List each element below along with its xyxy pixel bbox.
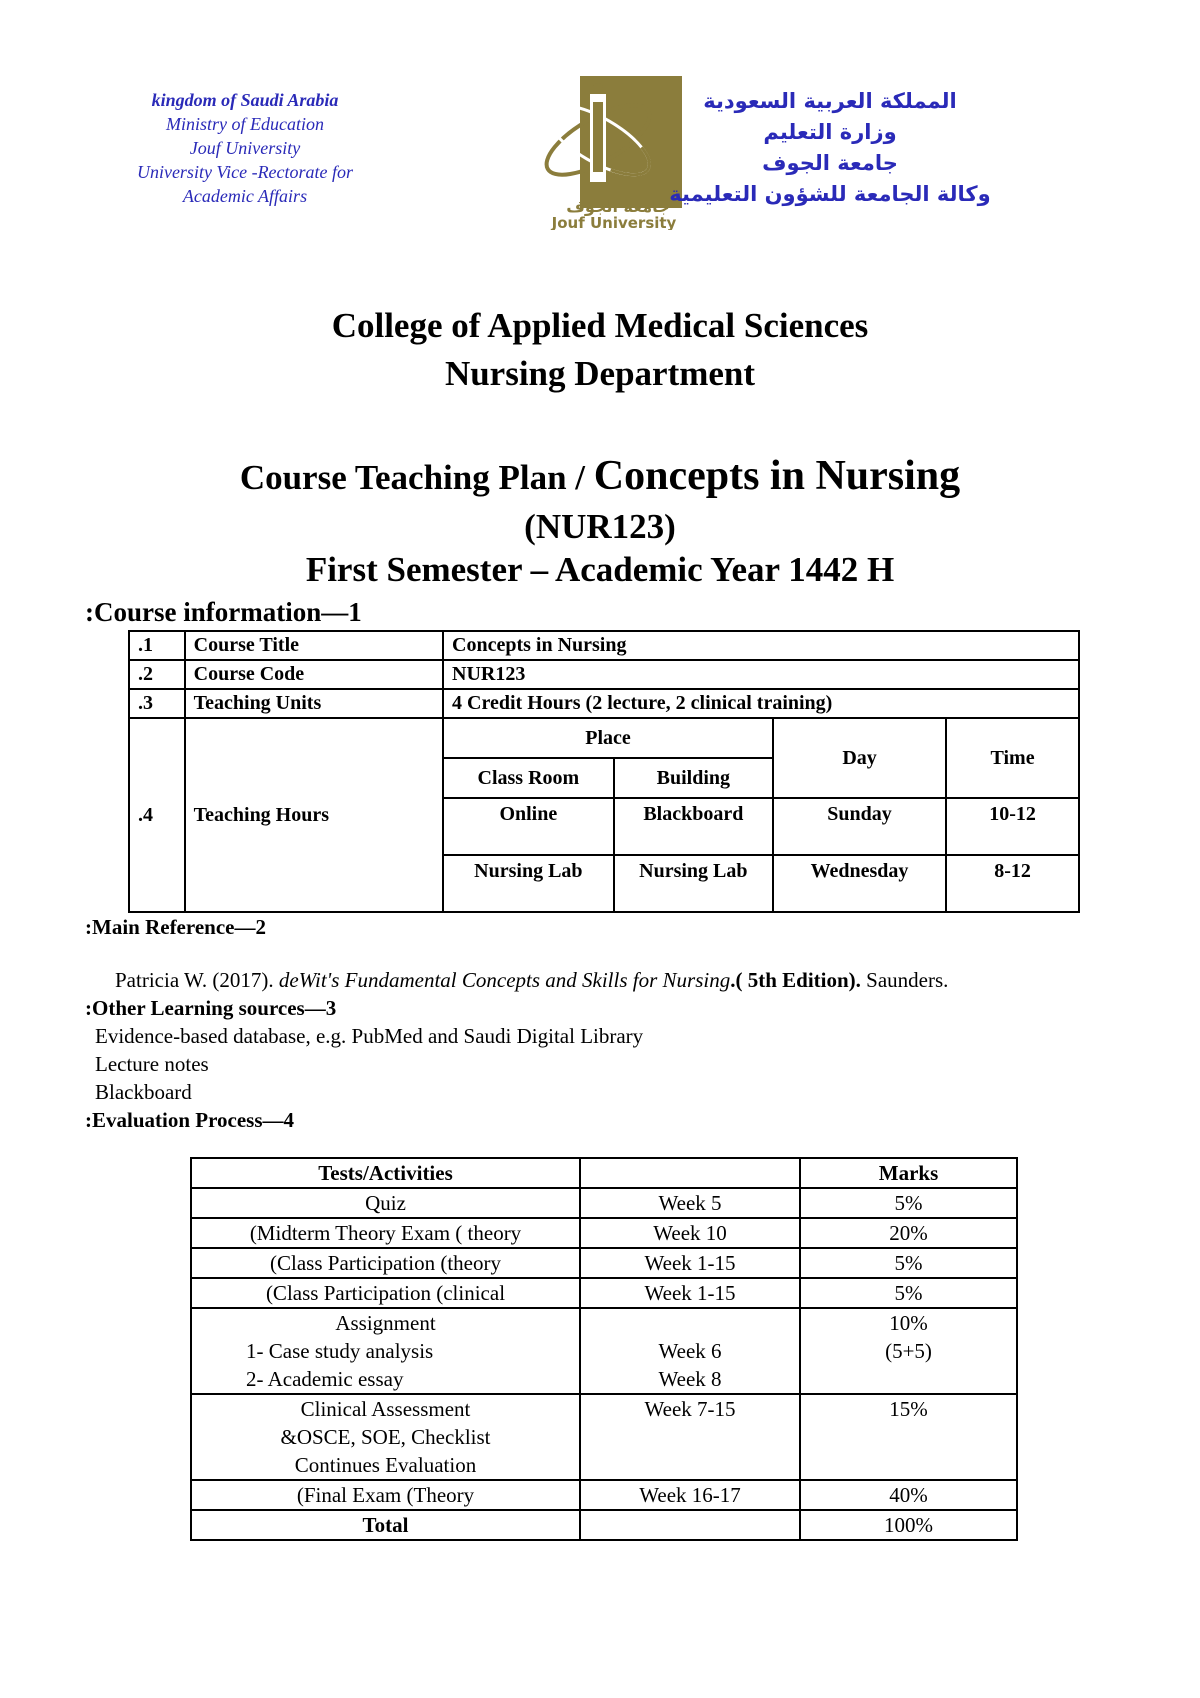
row-value: Concepts in Nursing <box>443 631 1079 660</box>
table-row <box>129 689 1079 718</box>
header-en-line: Ministry of Education <box>166 114 324 134</box>
week-cell: Week 7-15 <box>580 1394 800 1480</box>
section-course-info: :Course information—1 <box>85 597 362 627</box>
day-header: Day <box>773 718 946 798</box>
building-header: Building <box>614 758 773 798</box>
session-day: Wednesday <box>773 855 946 912</box>
list-item: Blackboard <box>95 1080 192 1104</box>
week-cell <box>580 1308 800 1394</box>
row-number: .3 <box>129 689 185 718</box>
course-code-title: (NUR123) <box>524 507 676 546</box>
row-label: Teaching Units <box>185 689 443 718</box>
assignment-label: Assignment <box>335 1311 436 1335</box>
marks-cell: 5% <box>800 1278 1017 1308</box>
session-time: 8-12 <box>946 855 1079 912</box>
reference-publisher: Saunders. <box>860 968 949 992</box>
session-room: Nursing Lab <box>443 855 614 912</box>
section-other-sources: :Other Learning sources—3 <box>85 996 337 1020</box>
week-cell <box>580 1510 800 1540</box>
clinical-line: Clinical Assessment <box>300 1397 471 1421</box>
row-label: Course Title <box>185 631 443 660</box>
course-info-table <box>128 630 1080 913</box>
logo-arabic-text: جامعة الجوف <box>566 197 670 216</box>
total-marks: 100% <box>800 1510 1017 1540</box>
table-row <box>191 1480 1017 1510</box>
reference-edition: .( 5th Edition). <box>730 968 861 992</box>
table-row <box>191 1218 1017 1248</box>
row-label: Course Code <box>185 660 443 689</box>
row-number: .4 <box>129 718 185 912</box>
row-label: Teaching Hours <box>185 718 443 912</box>
table-row <box>191 1308 1017 1394</box>
column-header: Tests/Activities <box>191 1158 580 1188</box>
activity-cell: (Class Participation (theory <box>191 1248 580 1278</box>
assignment-item: 2- Academic essay <box>246 1367 404 1391</box>
marks-cell: 20% <box>800 1218 1017 1248</box>
header-ar-line: وزارة التعليم <box>763 120 897 144</box>
assignment-week: Week 8 <box>658 1367 722 1391</box>
reference-title: deWit's Fundamental Concepts and Skills for Nursing <box>278 968 731 992</box>
header-en-line: Academic Affairs <box>182 186 308 206</box>
course-name: Concepts in Nursing <box>593 453 961 499</box>
logo-english-text: Jouf University <box>551 214 677 230</box>
table-row <box>191 1248 1017 1278</box>
total-label: Total <box>191 1510 580 1540</box>
table-total-row <box>191 1510 1017 1540</box>
department-title: Nursing Department <box>444 354 756 393</box>
week-cell: Week 16-17 <box>580 1480 800 1510</box>
table-row <box>191 1188 1017 1218</box>
header-arabic <box>640 86 1020 210</box>
table-row <box>129 718 1079 758</box>
row-number: .1 <box>129 631 185 660</box>
table-header-row <box>191 1158 1017 1188</box>
session-building: Nursing Lab <box>614 855 773 912</box>
marks-cell <box>800 1308 1017 1394</box>
session-room: Online <box>443 798 614 855</box>
college-title: College of Applied Medical Sciences <box>331 306 869 345</box>
place-header: Place <box>443 718 773 758</box>
header-en-line: kingdom of Saudi Arabia <box>151 90 339 110</box>
activity-cell: (Class Participation (clinical <box>191 1278 580 1308</box>
semester-title: First Semester – Academic Year 1442 H <box>305 550 895 589</box>
header-en-line: Jouf University <box>189 138 301 158</box>
activity-cell: Quiz <box>191 1188 580 1218</box>
header-ar-line: وكالة الجامعة للشؤون التعليمية <box>669 182 991 206</box>
activity-cell: (Final Exam (Theory <box>191 1480 580 1510</box>
row-number: .2 <box>129 660 185 689</box>
assignment-item: 1- Case study analysis <box>246 1339 434 1363</box>
header-en-line: University Vice -Rectorate for <box>136 162 354 182</box>
assignment-marks-split: (5+5) <box>885 1339 932 1363</box>
plan-title <box>0 452 1200 500</box>
session-building: Blackboard <box>614 798 773 855</box>
row-value: 4 Credit Hours (2 lecture, 2 clinical training) <box>443 689 1079 718</box>
assignment-week: Week 6 <box>658 1339 722 1363</box>
table-row <box>191 1394 1017 1480</box>
list-item: Lecture notes <box>95 1052 209 1076</box>
clinical-line: Continues Evaluation <box>294 1453 477 1477</box>
week-cell: Week 1-15 <box>580 1278 800 1308</box>
main-reference <box>115 968 948 993</box>
header-ar-line: جامعة الجوف <box>762 151 898 175</box>
week-cell: Week 1-15 <box>580 1248 800 1278</box>
evaluation-table <box>190 1157 1018 1541</box>
session-time: 10-12 <box>946 798 1079 855</box>
table-row <box>129 660 1079 689</box>
clinical-line: &OSCE, SOE, Checklist <box>280 1425 491 1449</box>
section-main-reference: :Main Reference—2 <box>85 915 266 939</box>
reference-author: Patricia W. (2017). <box>115 968 279 992</box>
column-header: Marks <box>800 1158 1017 1188</box>
header-english <box>100 88 390 208</box>
classroom-header: Class Room <box>443 758 614 798</box>
list-item: Evidence-based database, e.g. PubMed and Saudi Digital Library <box>95 1024 644 1048</box>
header-ar-line: المملكة العربية السعودية <box>703 89 957 113</box>
marks-cell: 5% <box>800 1188 1017 1218</box>
column-header <box>580 1158 800 1188</box>
week-cell: Week 5 <box>580 1188 800 1218</box>
table-row <box>129 631 1079 660</box>
week-cell: Week 10 <box>580 1218 800 1248</box>
session-day: Sunday <box>773 798 946 855</box>
marks-cell: 5% <box>800 1248 1017 1278</box>
section-evaluation: :Evaluation Process—4 <box>85 1108 295 1132</box>
assignment-marks: 10% <box>889 1311 928 1335</box>
marks-cell: 40% <box>800 1480 1017 1510</box>
time-header: Time <box>946 718 1079 798</box>
activity-cell <box>191 1308 580 1394</box>
activity-cell <box>191 1394 580 1480</box>
activity-cell: (Midterm Theory Exam ( theory <box>191 1218 580 1248</box>
marks-cell: 15% <box>800 1394 1017 1480</box>
plan-prefix: Course Teaching Plan / <box>239 458 594 497</box>
row-value: NUR123 <box>443 660 1079 689</box>
other-sources-list <box>95 1022 643 1106</box>
table-row <box>191 1278 1017 1308</box>
